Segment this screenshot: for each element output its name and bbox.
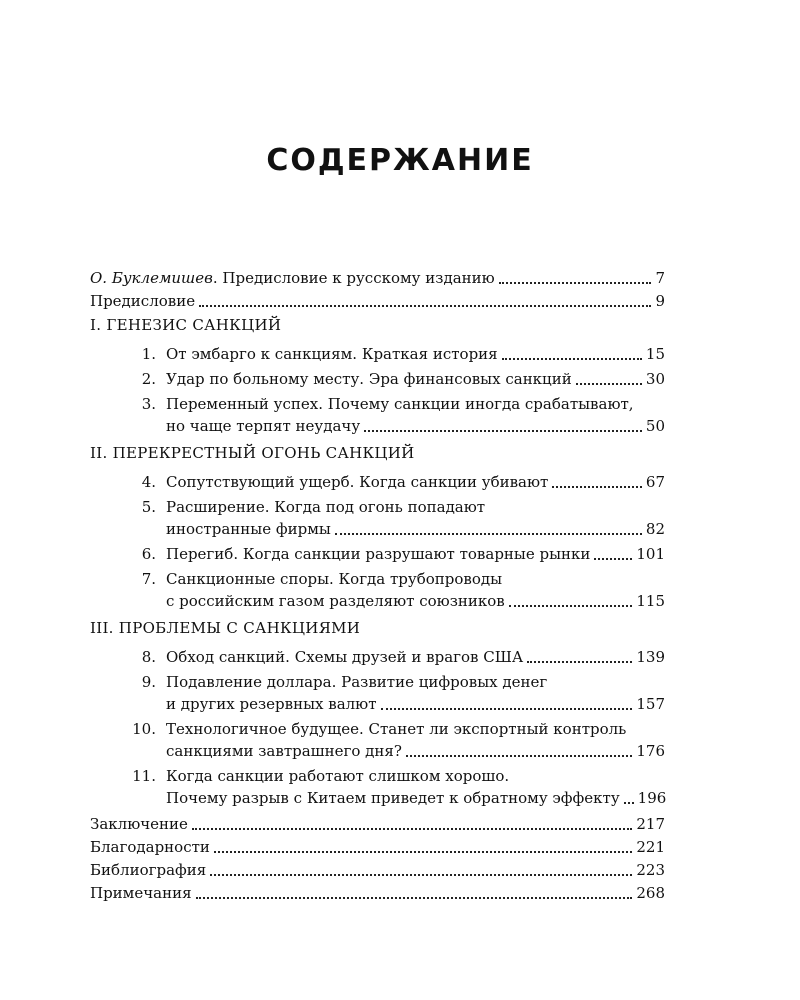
- chapter-number: 4.: [141, 473, 156, 491]
- chapter-title: От эмбарго к санкциям. Краткая история: [166, 345, 498, 363]
- dot-leader: [192, 828, 632, 830]
- entry-page-number: 101: [636, 545, 665, 563]
- toc-entry-acknowledgements[interactable]: [90, 835, 665, 858]
- toc-chapter-10[interactable]: [90, 718, 665, 762]
- toc-entry-foreword[interactable]: [90, 289, 665, 312]
- dot-leader: [335, 533, 642, 535]
- entry-page-number: 196: [637, 789, 667, 807]
- dot-leader: [196, 897, 633, 899]
- chapter-title-continued: но чаще терпят неудачу: [166, 417, 361, 435]
- entry-title: Заключение: [90, 815, 188, 833]
- toc-entry-foreword-russian[interactable]: [90, 266, 665, 289]
- chapter-title: Когда санкции работают слишком хорошо.: [166, 767, 510, 785]
- entry-title: Библиография: [90, 861, 207, 879]
- toc-chapter-3[interactable]: [90, 393, 665, 437]
- chapter-title-continued: и других резервных валют: [166, 695, 377, 713]
- entry-page-number: 157: [636, 695, 665, 713]
- chapter-number: 3.: [141, 395, 156, 413]
- dot-leader: [527, 661, 632, 663]
- part-heading-2[interactable]: II. ПЕРЕКРЕСТНЫЙ ОГОНЬ САНКЦИЙ: [90, 444, 415, 462]
- chapter-title-continued: санкциями завтрашнего дня?: [166, 742, 402, 760]
- chapter-title: Перегиб. Когда санкции разрушают товарные рынки: [166, 545, 591, 563]
- entry-title: Предисловие: [90, 292, 196, 310]
- entry-page-number: 50: [645, 417, 665, 435]
- chapter-title: Технологичное будущее. Станет ли экспортный контроль: [166, 720, 627, 738]
- entry-title: Примечания: [90, 884, 192, 902]
- toc-entry-bibliography[interactable]: [90, 858, 665, 881]
- chapter-title: Переменный успех. Почему санкции иногда срабатывают,: [166, 395, 634, 413]
- dot-leader: [576, 383, 642, 385]
- chapter-number: 1.: [141, 345, 156, 363]
- entry-page-number: 223: [636, 861, 665, 879]
- entry-page-number: 67: [645, 473, 665, 491]
- dot-leader: [199, 305, 651, 307]
- chapter-number: 5.: [141, 498, 156, 516]
- entry-title: . Предисловие к русскому изданию: [212, 269, 495, 287]
- dot-leader: [509, 605, 633, 607]
- toc-chapter-6[interactable]: [90, 543, 665, 565]
- dot-leader: [499, 282, 652, 284]
- dot-leader: [364, 430, 642, 432]
- dot-leader: [210, 874, 632, 876]
- dot-leader: [552, 486, 642, 488]
- dot-leader: [381, 708, 633, 710]
- chapter-title-continued: с российским газом разделяют союзников: [166, 592, 505, 610]
- chapter-title: Санкционные споры. Когда трубопроводы: [166, 570, 503, 588]
- chapter-title: Обход санкций. Схемы друзей и врагов США: [166, 648, 524, 666]
- entry-author: О. Буклемишев: [90, 269, 213, 287]
- toc-chapter-8[interactable]: [90, 646, 665, 668]
- entry-page-number: 9: [655, 292, 665, 310]
- chapter-number: 7.: [141, 570, 156, 588]
- part-heading-1[interactable]: I. ГЕНЕЗИС САНКЦИЙ: [90, 316, 282, 334]
- entry-page-number: 176: [636, 742, 665, 760]
- entry-page-number: 115: [636, 592, 665, 610]
- part-heading-3[interactable]: III. ПРОБЛЕМЫ С САНКЦИЯМИ: [90, 619, 361, 637]
- chapter-title: Удар по больному месту. Эра финансовых санкций: [166, 370, 572, 388]
- dot-leader: [214, 851, 632, 853]
- entry-page-number: 15: [645, 345, 665, 363]
- toc-chapter-1[interactable]: [90, 343, 665, 365]
- toc-chapter-9[interactable]: [90, 671, 665, 715]
- chapter-title: Сопутствующий ущерб. Когда санкции убивают: [166, 473, 549, 491]
- entry-page-number: 268: [636, 884, 665, 902]
- toc-chapter-4[interactable]: [90, 471, 665, 493]
- toc-entry-notes[interactable]: [90, 881, 665, 904]
- dot-leader: [406, 755, 632, 757]
- entry-page-number: 139: [636, 648, 665, 666]
- toc-entry-conclusion[interactable]: [90, 812, 665, 835]
- entry-page-number: 30: [645, 370, 665, 388]
- toc-chapter-2[interactable]: [90, 368, 665, 390]
- chapter-number: 2.: [141, 370, 156, 388]
- toc-chapter-7[interactable]: [90, 568, 665, 612]
- chapter-title: Подавление доллара. Развитие цифровых денег: [166, 673, 548, 691]
- chapter-number: 10.: [132, 720, 156, 738]
- chapter-number: 8.: [141, 648, 156, 666]
- chapter-title: Расширение. Когда под огонь попадают: [166, 498, 486, 516]
- chapter-number: 9.: [141, 673, 156, 691]
- entry-page-number: 221: [636, 838, 665, 856]
- entry-page-number: 82: [645, 520, 665, 538]
- dot-leader: [502, 358, 642, 360]
- dot-leader: [624, 802, 634, 804]
- chapter-title-continued: Почему разрыв с Китаем приведет к обратному эффекту: [166, 789, 620, 807]
- dot-leader: [594, 558, 632, 560]
- entry-title: Благодарности: [90, 838, 210, 856]
- toc-chapter-5[interactable]: [90, 496, 665, 540]
- toc-chapter-11[interactable]: [90, 765, 665, 809]
- entry-page-number: 7: [655, 269, 665, 287]
- chapter-number: 11.: [132, 767, 156, 785]
- page-title: СОДЕРЖАНИЕ: [266, 143, 534, 178]
- table-of-contents: [90, 266, 665, 904]
- chapter-title-continued: иностранные фирмы: [166, 520, 331, 538]
- entry-page-number: 217: [636, 815, 665, 833]
- chapter-number: 6.: [141, 545, 156, 563]
